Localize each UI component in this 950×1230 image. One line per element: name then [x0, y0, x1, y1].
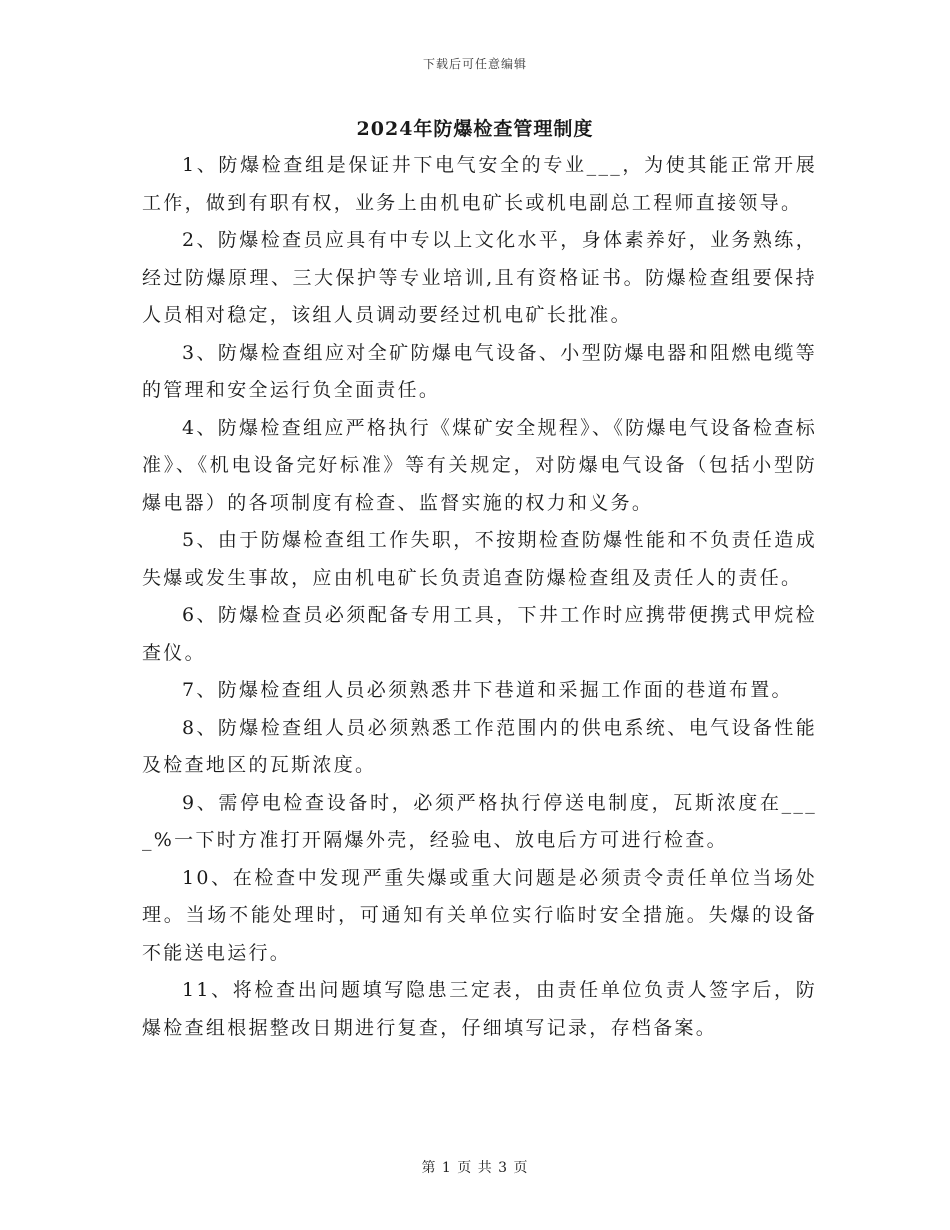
paragraph-11: 11、将检查出问题填写隐患三定表，由责任单位负责人签字后，防爆检查组根据整改日期进行复查，仔细填写记录，存档备案。 — [142, 979, 817, 1039]
paragraph-3: 3、防爆检查组应对全矿防爆电气设备、小型防爆电器和阻燃电缆等的管理和安全运行负全面责任。 — [142, 341, 817, 401]
paragraph-5: 5、由于防爆检查组工作失职，不按期检查防爆性能和不负责任造成失爆或发生事故，应由机电矿长负责追查防爆检查组及责任人的责任。 — [142, 529, 817, 589]
paragraph-1: 1、防爆检查组是保证井下电气安全的专业___，为使其能正常开展工作，做到有职有权，业务上由机电矿长或机电副总工程师直接领导。 — [142, 154, 817, 214]
paragraph-4: 4、防爆检查组应严格执行《煤矿安全规程》、《防爆电气设备检查标准》、《机电设备完好标准》等有关规定，对防爆电气设备（包括小型防爆电器）的各项制度有检查、监督实施的权力和义务。 — [142, 416, 817, 514]
paragraph-7: 7、防爆检查组人员必须熟悉井下巷道和采掘工作面的巷道布置。 — [182, 679, 793, 701]
paragraph-2: 2、防爆检查员应具有中专以上文化水平，身体素养好，业务熟练，经过防爆原理、三大保护等专业培训,且有资格证书。防爆检查组要保持人员相对稳定，该组人员调动要经过机电矿长批准。 — [142, 229, 817, 326]
header-note: 下载后可任意编辑 — [422, 57, 527, 71]
paragraph-9: 9、需停电检查设备时，必须严格执行停送电制度，瓦斯浓度在____%一下时方准打开隔爆外壳，经验电、放电后方可进行检查。 — [142, 791, 817, 851]
paragraph-8: 8、防爆检查组人员必须熟悉工作范围内的供电系统、电气设备性能及检查地区的瓦斯浓度。 — [142, 716, 817, 776]
paragraph-10: 10、在检查中发现严重失爆或重大问题是必须责令责任单位当场处理。当场不能处理时，可通知有关单位实行临时安全措施。失爆的设备不能送电运行。 — [142, 866, 817, 964]
document-title: 2024年防爆检查管理制度 — [356, 118, 594, 140]
document-body — [142, 147, 817, 1047]
paragraph-6: 6、防爆检查员必须配备专用工具，下井工作时应携带便携式甲烷检查仪。 — [142, 604, 817, 664]
page-footer: 第 1 页 共 3 页 — [421, 1160, 529, 1176]
